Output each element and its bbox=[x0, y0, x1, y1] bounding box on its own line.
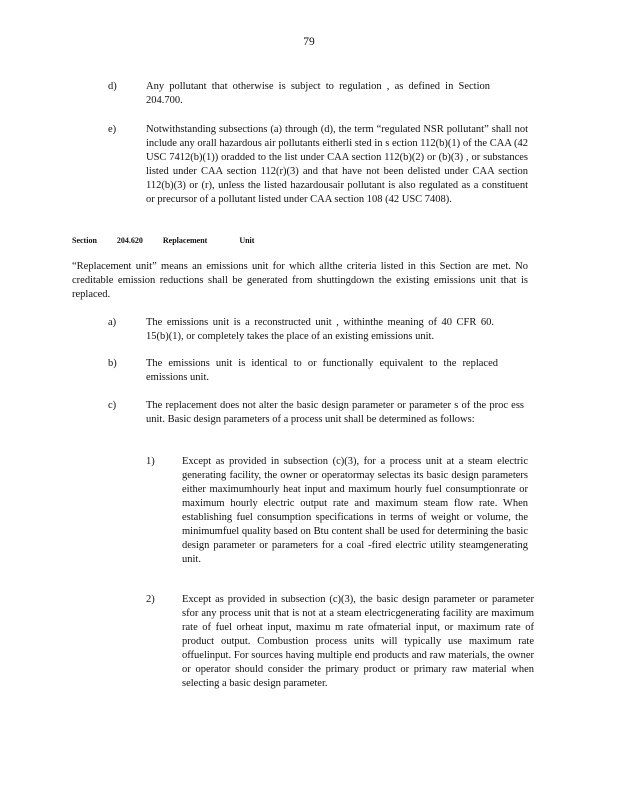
sub-2-label: 2) bbox=[146, 594, 155, 605]
item-a-label: a) bbox=[108, 317, 117, 328]
item-e-text: Notwithstanding subsections (a) through (d), the term “regulated NSR pollutant” shall not include any orall hazardous air pollutants eitherli sted in s ection 112(b)(1) of the CAA (42 USC 7412(b)(1)) oradded to the list under CAA section 112(b)(2) or (b)(3) , or substances listed under CAA section 112(r)(3) and that have not been delisted under CAA section 112(b)(3) or (r), unless the listed hazardousair pollutant is also regulated as a constituent or precursor of a pollutant listed under CAA section 108 (42 USC 7408). bbox=[146, 124, 528, 205]
item-a-text: The emissions unit is a reconstructed unit , withinthe meaning of 40 CFR 60. 15(b)(1), or completely takes the place of an existing emissions unit. bbox=[146, 317, 494, 342]
item-c-label: c) bbox=[108, 400, 117, 411]
item-c-text: The replacement does not alter the basic design parameter or parameter s of the proc ess unit. Basic design parameters of a process unit shall be determined as follows: bbox=[146, 400, 524, 425]
item-d-label: d) bbox=[108, 81, 117, 92]
section-number: 204.620 bbox=[116, 236, 143, 245]
sub-2-text: Except as provided in subsection (c)(3), the basic design parameter or parameter sfor any process unit that is not at a steam electricgenerating facility are maximum rate of fuel orheat input, maximu m rate ofmaterial input, or maximum rate of product output. Combustion process units will typically use maximum rate offuelinput. For sources having multiple end products and raw materials, the owner or operator should consider the primary product or primary raw material when selecting a basic design parameter. bbox=[182, 594, 534, 689]
sub-1-text: Except as provided in subsection (c)(3), for a process unit at a steam electric generating facility, the owner or operatormay selectas its basic design parameters either maximumhourly heat input and maximum hourly fuel consumptionrate or maximum hourly electric output rate and maximum steam flow rate. When establishing fuel consumption specifications in terms of weight or volume, the minimumfuel quality based on Btu content shall be used for determining the basic design parameter or parameters for a coal -fired electric utility steamgenerating unit. bbox=[182, 456, 528, 565]
item-d-text: Any pollutant that otherwise is subject to regulation , as defined in Section 204.700. bbox=[146, 81, 490, 106]
item-b-text: The emissions unit is identical to or functionally equivalent to the replaced emissions unit. bbox=[146, 358, 498, 383]
item-b-label: b) bbox=[108, 358, 117, 369]
section-heading bbox=[72, 236, 272, 245]
item-e-label: e) bbox=[108, 124, 117, 135]
sub-1-label: 1) bbox=[146, 456, 155, 467]
page-number: 79 bbox=[303, 36, 315, 48]
section-word: Section bbox=[72, 236, 97, 245]
section-title-unit: Unit bbox=[239, 236, 255, 245]
definition-paragraph: “Replacement unit” means an emissions unit for which allthe criteria listed in this Section are met. No creditable emission reductions shall be generated from shuttingdown the existing emissions unit that is replaced. bbox=[72, 261, 528, 300]
section-title: Replacement bbox=[162, 236, 208, 245]
